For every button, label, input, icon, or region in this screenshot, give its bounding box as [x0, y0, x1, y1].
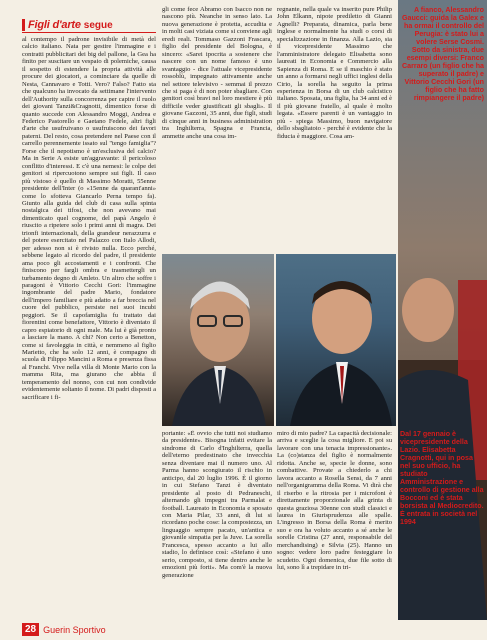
photo-caption-top: A fianco, Alessandro Gaucci: guida la Galex e ha ormai il controllo del Perugia: è stato lui a volere Serse Cosmi. Sotto da sinistra, due esempi diversi: Franco Carraro (un figlio che ha superato il padre) e Vittorio Cecchi Gori (un figlio che ha fatto rimpiangere il padre)	[401, 6, 484, 102]
photo-caption-bottom: Dal 17 gennaio è vicepresidente della Lazio. Elisabetta Cragnotti, qui in posa nel suo ufficio, ha studiato Amministrazione e controllo di gestione alla Bocconi ed è stata borsista al Mediocredito. È entrata in società nel 1994	[400, 430, 484, 526]
article-column-3-top: regnante, nella quale va inserito pure Philip John Elkann, nipote prediletto di Gianni Agnelli? Preparata, dinamica, parla bene inglese e normalmente ha studi o corsi di specializzazione in finanza. Alla Lazio, sia il vicepresidente Massimo che l'amministratore delegato Elisabetta sono laureati in Economia e Commercio alla Sapienza di Roma. E se il maschio è stato un anno a formarsi negli uffici inglesi della Cirio, la sorella ha seguito la prima esperienza in Borsa di un club calcistico italiano. Sposata, una figlia, ha 34 anni ed è il più giovane fratello, al quale è molto legata. «Essere parenti è un vantaggio in più - spiega Massimo, buon navigatore dello sbagliatoio - perché è evidente che la fiducia è maggiore. Cosa am-	[277, 6, 392, 140]
section-subtitle: segue	[83, 19, 113, 31]
header-underline	[22, 32, 156, 33]
header-accent-bar	[22, 19, 25, 31]
article-column-2-top: gli come fece Abramo con Isacco non ne nascono più. Neanche in senso lato. La nuova generazione è protetta, accudita e in molti casi viziata come si conviene agli eredi reali. Tommaso Gazzoni Frascara, figlio del presidente del Bologna, è sincero: «Sarei ipocrita a sostenere che nascere con un nome famoso è uno svantaggio - dice l'attuale vicepresidente rossoblù, impegnato attivamente anche nel settore televisivo - semmai il prezzo che si paga è di non poter sbagliare. Con genitori così bravi nel loro mestiere è più difficile veder giustificati gli sbagli». Il giovane Gazzoni, 35 anni, due figli, studi di cinque anni in business administration tra Inghilterra, Spagna e Francia, ammette anche una cosa im-	[162, 6, 272, 140]
article-column-1: al contempo il padrone invisibile di metà del calcio italiano. Nata per gestire l'immagine e i contratti pubblicitari dei big del pallone, la Gea ha finito per suscitare un vespaio di polemiche, causa il sospetto di estendere la propria attività alle procure dei giocatori, a cominciare da quelle di Nesta, Cannavaro e Totti. Vero? Falso? Fatto sta che qualcuno ha invocato da settimane l'intervento dell'Authority sulla concorrenza per capire il ruolo dei giovani Tanzi&Cragnotti, dimentico forse di quanto succede con Alessandro Moggi, Andrea e Federico Pastorello e Gaetano Fedele, altri figli d'arte che usufruivano o usufruiscono dei favori paterni. Del resto, cosa pretendere nel Paese con il carrello perennemente issato sul "tengo famiglia"? Forse che il nepotismo è un'esclusiva del calcio? Ma in Serie A esiste un'aggravante: il pericoloso conflitto d'interessi. E c'è una nemesi: le colpe dei genitori si ripercuotono sempre sui figli. Il caso più vistoso è quello di Massimo Moratti, 55enne presidente dell'Inter (o «15enne da quarant'anni» come lo sfotteva Giancarlo Perna tempo fa). Giunto alla guida del club di casa sulla spinta nostalgica dei tifosi, che non avevano mai dimenticato quel cognome, del papà Angelo è riuscito a ripetere solo i primi anni di magra. Dei trionfi internazionali, della grandeur nerazzurra e del potere esercitato nel Palazzo con Italo Allodi, per adesso non si è rivisto nulla. Ecco perché, sebbene legato al ricordo del padre, il presidente ama poco gli accostamenti e i confronti. Che finiscono per fargli ombra e trasmettergli un turbamento degno di Amleto. Un altro che soffre i paragoni è Vittorio Cecchi Gori: l'immagine ingombrante del padre Mario, fondatore dell'impero familiare e più adatto a far breccia nel cuore del pubblico, persiste nei suoi incubi peggiori. Se il capofamiglia fu trattato dai fiorentini come benefattore, Vittorio è diventato il capro espiatorio di ogni male. Ma lui è già pronto a lasciare la mano. A chi? Non certo a Benetton, come si favoleggia in città, e nemmeno al figlio Marietto, che ha solo 12 anni, è compagno di scuola di Filippo Mancini a Roma e presenza fissa al Franchi. Vive nella villa di Monte Mario con la mamma Rita, ma giurano che abbia il temperamento del nonno, con cui non condivide evidentemente soltanto il nome. Di padri disposti a sacrificare i fi-	[22, 36, 156, 401]
photo-franco-carraro	[162, 254, 274, 426]
page-number: 28	[22, 623, 39, 636]
photo-vittorio-cecchi-gori	[276, 254, 396, 426]
article-column-3-bottom: miro di mio padre? La capacità decisionale: arriva e sceglie la cosa migliore. E poi su lavorare con una tenacia impressionante». La (co)stanza del figlio è normalmente ridotta. Anche se, specie le donne, sono combattive. Provate a chiederlo a chi lavora accanto a Rosella Sensi, da 7 anni nell'organigramma della Roma. Vi dirà che il riserbo e la ritrosia per i microfoni è direttamente proporzionale alla grinta di questa graziosa 30enne con studi classici e laurea in Giurisprudenza alle spalle. L'ingresso in Borsa della Roma è merito suo e ora ha voluto accanto a sé anche le sorelle Cristina (27 anni, responsabile del merchandising) e Silvia (25). Hanno un sogno: vedere loro padre festeggiare lo scudetto. Ogni domenica, due file sotto di lui, sono lì a trepidare in tri-	[277, 430, 392, 572]
page-footer	[22, 623, 162, 636]
section-title: Figli d'arte	[28, 19, 81, 31]
article-column-2-bottom: portante: «È ovvio che tutti noi studiamo da presidente». Bisogna infatti evitare la sindrome di Carlo d'Inghilterra, quella dell'eterno predestinato che invecchia senza diventare mai il numero uno. Al Parma hanno scongiurato il rischio in anticipo, dal 20 luglio 1996. È il giorno in cui Stefano Tanzi è diventato presidente al posto di Pedraneschi, alternando gli impegni tra Parmalat e football. Laureato in Economia e sposato con Maria Pilar, 33 anni, di lui si ricordano poche cose: la compostezza, un linguaggio sempre pacato, un'antica e giovanile simpatia per la Juve. La sorella Francesca, spesso accanto a lui allo stadio, lo definisce così: «Stefano è uno serio, composto, si tiene dentro anche le emozioni più forti». Ma com'è la nuova generazione	[162, 430, 272, 579]
portrait-illustration-right	[276, 254, 396, 426]
portrait-illustration	[162, 254, 274, 426]
magazine-name: Guerin Sportivo	[43, 624, 106, 635]
section-header	[22, 18, 113, 32]
